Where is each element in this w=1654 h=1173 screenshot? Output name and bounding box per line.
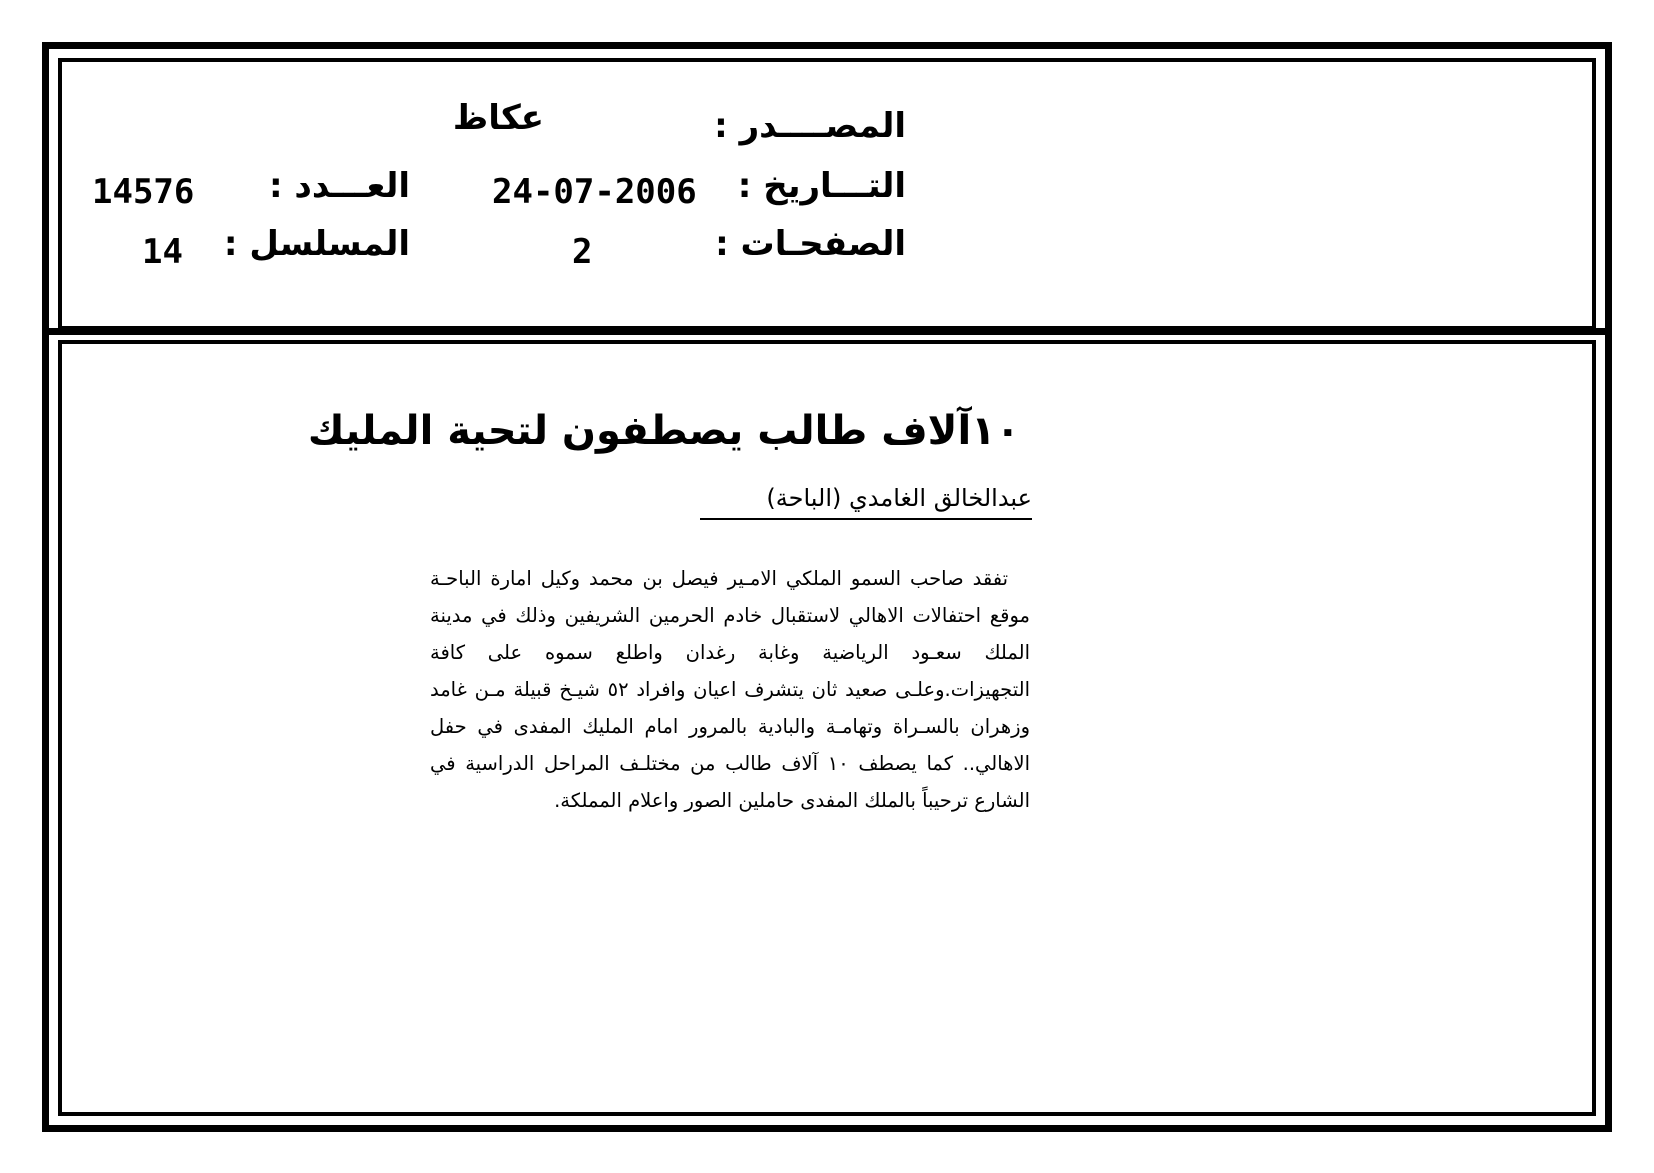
serial-value: 14 [142, 232, 183, 272]
header-separator [42, 328, 1612, 335]
source-label: المصــــدر : [714, 106, 906, 146]
article-body [430, 560, 1030, 819]
article-byline: عبدالخالق الغامدي (الباحة) [700, 484, 1032, 520]
source-value: عكاظ [452, 98, 544, 138]
pages-value: 2 [572, 232, 593, 272]
issue-label: العـــدد : [269, 166, 410, 206]
pages-label: الصفحـات : [715, 224, 906, 264]
serial-label: المسلسل : [223, 224, 410, 264]
article-paragraph: تفقد صاحب السمو الملكي الامـير فيصل بن محمد وكيل امارة الباحـة موقع احتفالات الاهالي لاستقبال خادم الحرمين الشريفين وذلك في مدينة الملك سعـود الرياضية وغابة رغدان واطلع سموه على كافة التجهيزات.وعلـى صعيد ثان يتشرف اعيان وافراد ٥٢ شيـخ قبيلة مـن غامد وزهران بالسـراة وتهامـة والبادية بالمرور امام المليك المفدى في حفل الاهالي.. كما يصطف ١٠ آلاف طالب من مختلـف المراحل الدراسية في الشارع ترحيباً بالملك المفدى حاملين الصور واعلام المملكة. [430, 567, 1030, 812]
date-value: 24-07-2006 [492, 172, 697, 212]
issue-value: 14576 [92, 172, 195, 212]
date-label: التـــاريخ : [737, 166, 906, 206]
article-title: ١٠آلاف طالب يصطفون لتحية المليك [307, 408, 1020, 454]
